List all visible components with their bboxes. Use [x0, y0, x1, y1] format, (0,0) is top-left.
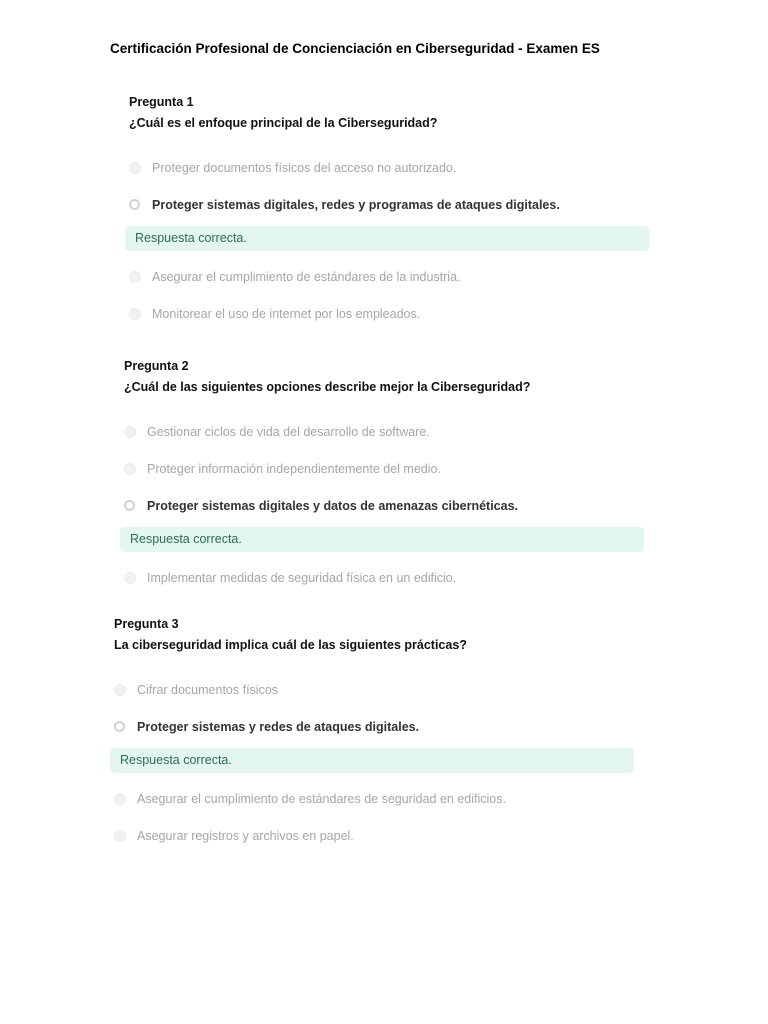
radio-button[interactable] [114, 830, 126, 842]
radio-button[interactable] [124, 426, 136, 438]
answer-option[interactable] [114, 780, 674, 817]
option-label: Implementar medidas de seguridad física en un edificio. [147, 570, 457, 585]
question-label: Pregunta 3 [114, 617, 179, 631]
option-label: Monitorear el uso de internet por los empleados. [152, 306, 421, 321]
radio-button[interactable] [124, 572, 136, 584]
radio-button[interactable] [129, 308, 141, 320]
answer-option[interactable] [114, 671, 674, 708]
correct-answer-feedback: Respuesta correcta. [120, 527, 644, 552]
answer-option-selected[interactable] [129, 186, 689, 223]
option-label: Asegurar registros y archivos en papel. [137, 828, 354, 843]
option-label: Proteger sistemas y redes de ataques digitales. [137, 719, 420, 734]
question-label: Pregunta 2 [124, 359, 189, 373]
question-3 [114, 615, 674, 854]
answer-option[interactable] [124, 450, 684, 487]
question-1 [129, 93, 689, 332]
answer-option[interactable] [129, 258, 689, 295]
document-title: Certificación Profesional de Concienciación en Ciberseguridad - Examen ES [110, 41, 600, 56]
option-label: Asegurar el cumplimiento de estándares de la industria. [152, 269, 461, 284]
option-label: Cifrar documentos físicos [137, 682, 279, 697]
answer-option-selected[interactable] [114, 708, 674, 745]
option-label: Proteger documentos físicos del acceso no autorizado. [152, 160, 457, 175]
radio-button-selected[interactable] [114, 721, 125, 732]
radio-button-selected[interactable] [124, 500, 135, 511]
radio-button[interactable] [114, 684, 126, 696]
answer-option[interactable] [114, 817, 674, 854]
correct-answer-feedback: Respuesta correcta. [110, 748, 634, 773]
answer-options [114, 671, 674, 854]
answer-option-selected[interactable] [124, 487, 684, 524]
answer-option[interactable] [129, 295, 689, 332]
question-label: Pregunta 1 [129, 95, 194, 109]
answer-options [124, 413, 684, 596]
answer-option[interactable] [129, 149, 689, 186]
answer-option[interactable] [124, 413, 684, 450]
radio-button[interactable] [114, 793, 126, 805]
question-text: ¿Cuál de las siguientes opciones describe mejor la Ciberseguridad? [124, 380, 531, 394]
correct-answer-feedback: Respuesta correcta. [125, 226, 649, 251]
option-label: Proteger sistemas digitales, redes y programas de ataques digitales. [152, 197, 560, 212]
option-label: Asegurar el cumplimiento de estándares de seguridad en edificios. [137, 791, 506, 806]
answer-options [129, 149, 689, 332]
question-text: La ciberseguridad implica cuál de las siguientes prácticas? [114, 638, 467, 652]
radio-button[interactable] [129, 162, 141, 174]
radio-button[interactable] [124, 463, 136, 475]
radio-button[interactable] [129, 271, 141, 283]
option-label: Gestionar ciclos de vida del desarrollo de software. [147, 424, 430, 439]
question-2 [124, 357, 684, 596]
option-label: Proteger sistemas digitales y datos de amenazas cibernéticas. [147, 498, 518, 513]
radio-button-selected[interactable] [129, 199, 140, 210]
answer-option[interactable] [124, 559, 684, 596]
question-text: ¿Cuál es el enfoque principal de la Ciberseguridad? [129, 116, 438, 130]
option-label: Proteger información independientemente del medio. [147, 461, 441, 476]
